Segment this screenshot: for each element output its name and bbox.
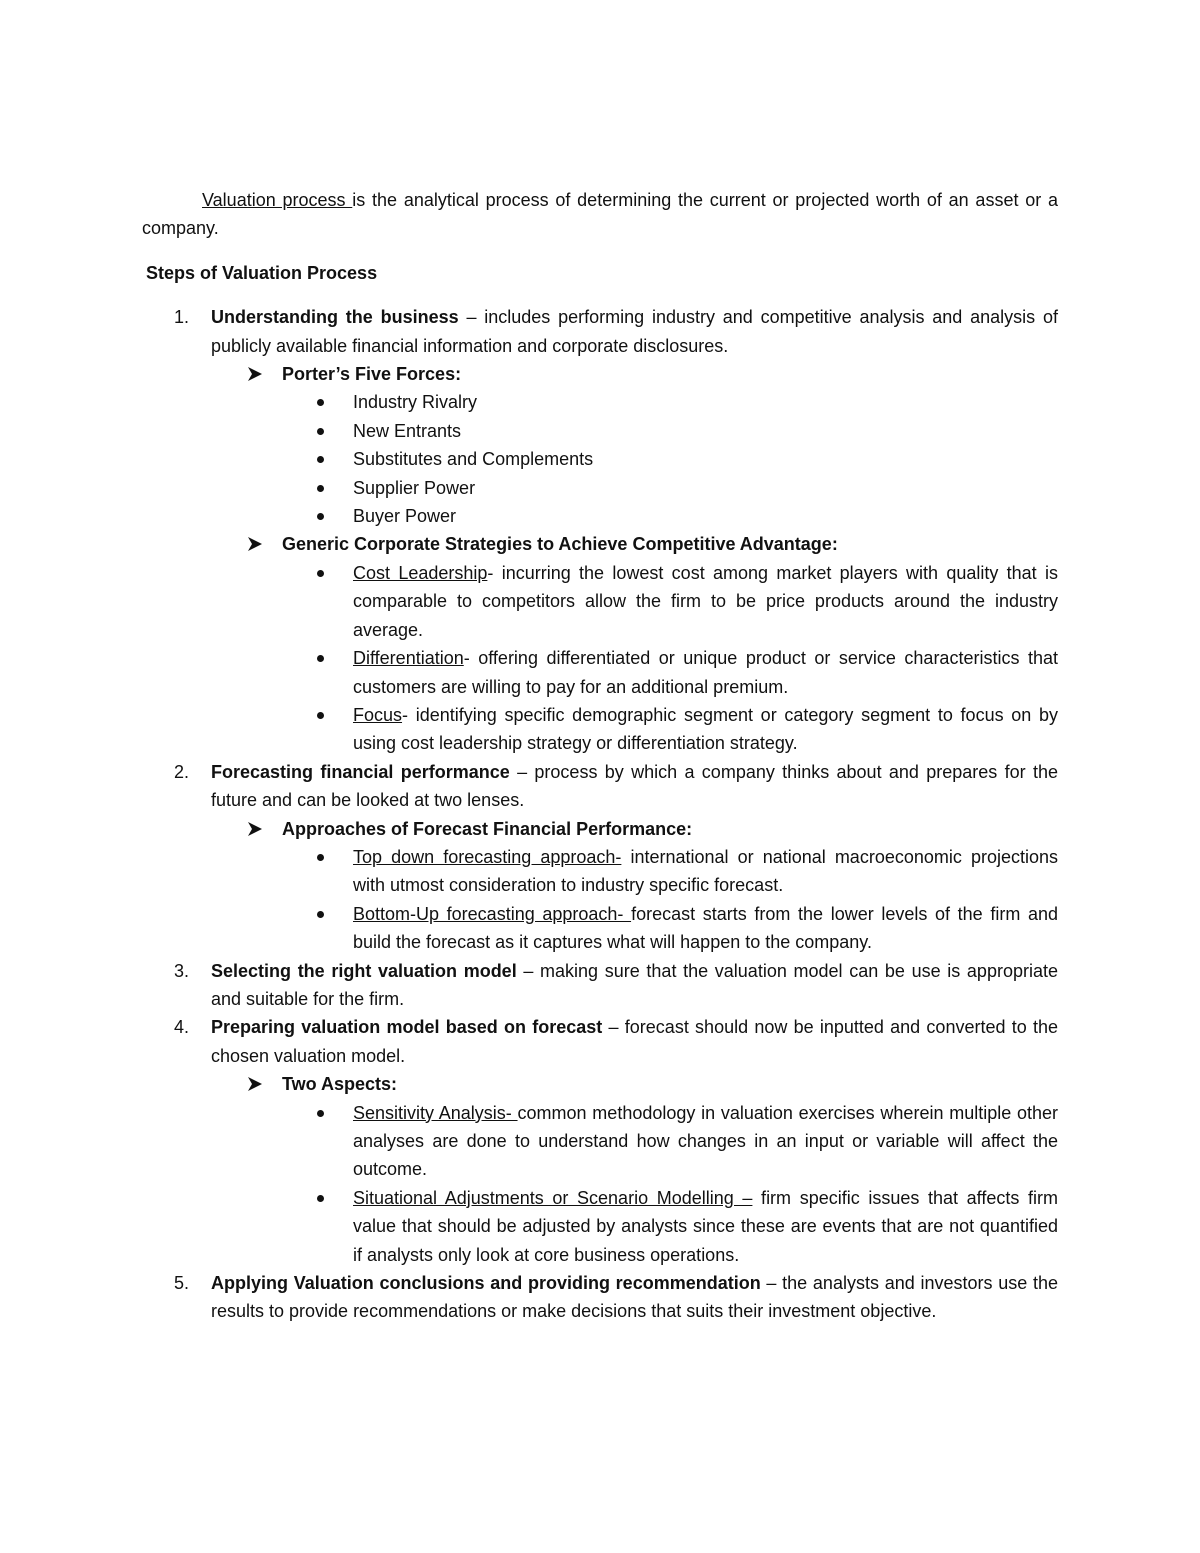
bullet-dot-icon — [317, 428, 324, 435]
bullet-term: Bottom-Up forecasting approach- — [353, 903, 632, 924]
bullet-item — [282, 843, 1058, 900]
bullet-dot-icon — [317, 456, 324, 463]
bullet-list — [282, 388, 1058, 530]
bullet-text: forecast starts from the lower levels of the firm and build the forecast as it captures what will happen to the company. — [353, 903, 1058, 953]
intro-text: is the analytical process of determining the current or projected worth of an asset or a company. — [142, 190, 1058, 239]
step-title: Preparing valuation model based on forecast — [211, 1017, 603, 1038]
sub-list — [211, 1070, 1058, 1269]
bullet-dot-icon — [317, 570, 324, 577]
bullet-list — [282, 559, 1058, 758]
bullet-term: Sensitivity Analysis- — [353, 1102, 518, 1123]
bullet-item — [282, 417, 1058, 445]
bullet-dot-icon — [317, 1110, 324, 1117]
arrowhead-bullet-icon — [247, 366, 263, 382]
step-text — [211, 961, 1058, 1009]
sub-item — [211, 360, 1058, 530]
bullet-item — [282, 502, 1058, 530]
sub-title: Generic Corporate Strategies to Achieve Competitive Advantage: — [282, 534, 838, 555]
bullet-text: - offering differentiated or unique product or service characteristics that customers are willing to pay for an additional premium. — [353, 648, 1058, 697]
step-text — [211, 307, 1058, 355]
arrowhead-bullet-icon — [247, 1076, 263, 1092]
step-description: – making sure that the valuation model can be use is appropriate and suitable for the firm. — [211, 960, 1058, 1009]
bullet-term: Cost Leadership — [353, 562, 488, 583]
bullet-item — [282, 445, 1058, 473]
bullet-dot-icon — [317, 911, 324, 918]
bullet-text: firm specific issues that affects firm value that should be adjusted by analysts since these are events that are not quantified if analysts only look at core business operations. — [353, 1187, 1059, 1265]
bullet-text: New Entrants — [353, 420, 462, 441]
bullet-dot-icon — [317, 854, 324, 861]
bullet-text: Buyer Power — [353, 506, 457, 527]
step-title: Selecting the right valuation model — [211, 960, 517, 981]
document-body — [142, 186, 1058, 1326]
bullet-text: Substitutes and Complements — [353, 449, 594, 470]
step-item — [142, 957, 1058, 1014]
bullet-text: - incurring the lowest cost among market players with quality that is comparable to competitors allow the firm to be price products around the industry average. — [353, 562, 1058, 640]
bullet-item — [282, 644, 1058, 701]
step-number: 4. — [174, 1017, 190, 1038]
steps-heading: Steps of Valuation Process — [146, 262, 378, 283]
bullet-dot-icon — [317, 399, 324, 406]
step-description: – includes performing industry and competitive analysis and analysis of publicly available financial information and corporate disclosures. — [211, 307, 1058, 356]
bullet-list — [282, 1099, 1058, 1269]
step-text — [211, 762, 1058, 810]
sub-item — [211, 530, 1058, 757]
bullet-text: common methodology in valuation exercises wherein multiple other analyses are done to understand how changes in an input or variable will affect the outcome. — [353, 1102, 1058, 1180]
bullet-item — [282, 1184, 1058, 1269]
bullet-term: Situational Adjustments or Scenario Modelling – — [353, 1187, 753, 1208]
bullet-item — [282, 701, 1058, 758]
step-description: – the analysts and investors use the results to provide recommendations or make decisions that suits their investment objective. — [211, 1273, 1058, 1322]
bullet-dot-icon — [317, 485, 324, 492]
arrowhead-bullet-icon — [247, 536, 263, 552]
step-title: Applying Valuation conclusions and providing recommendation — [211, 1273, 761, 1294]
intro-paragraph — [142, 186, 1058, 243]
bullet-term: Top down forecasting approach- — [353, 846, 622, 867]
bullet-text: international or national macroeconomic projections with utmost consideration to industry specific forecast. — [353, 846, 1058, 896]
step-item — [142, 303, 1058, 758]
bullet-item — [282, 388, 1058, 416]
sub-item — [211, 815, 1058, 957]
step-number: 1. — [174, 307, 190, 328]
bullet-item — [282, 474, 1058, 502]
bullet-dot-icon — [317, 712, 324, 719]
bullet-text: Supplier Power — [353, 477, 476, 498]
sub-title: Two Aspects: — [282, 1074, 398, 1095]
step-number: 5. — [174, 1273, 190, 1294]
arrowhead-bullet-icon — [247, 821, 263, 837]
sub-list — [211, 815, 1058, 957]
bullet-text: Industry Rivalry — [353, 392, 478, 413]
bullet-text: - identifying specific demographic segment or category segment to focus on by using cost leadership strategy or differentiation strategy. — [353, 704, 1058, 754]
sub-title: Porter’s Five Forces: — [282, 364, 462, 385]
intro-term: Valuation process — [202, 190, 353, 210]
bullet-item — [282, 900, 1058, 957]
step-number: 2. — [174, 761, 190, 782]
bullet-dot-icon — [317, 655, 324, 662]
step-title: Forecasting financial performance — [211, 761, 510, 782]
bullet-dot-icon — [317, 1195, 324, 1202]
bullet-item — [282, 559, 1058, 644]
step-item — [142, 758, 1058, 957]
bullet-list — [282, 843, 1058, 957]
bullet-term: Differentiation — [353, 648, 464, 669]
sub-title: Approaches of Forecast Financial Performance: — [282, 818, 693, 839]
step-item — [142, 1269, 1058, 1326]
step-item — [142, 1013, 1058, 1269]
step-title: Understanding the business — [211, 307, 459, 328]
bullet-term: Focus — [353, 704, 403, 725]
step-description: – forecast should now be inputted and converted to the chosen valuation model. — [211, 1017, 1058, 1066]
steps-list — [142, 303, 1058, 1326]
sub-item — [211, 1070, 1058, 1269]
step-number: 3. — [174, 960, 190, 981]
bullet-dot-icon — [317, 513, 324, 520]
step-text — [211, 1017, 1058, 1065]
sub-list — [211, 360, 1058, 758]
step-description: – process by which a company thinks about and prepares for the future and can be looked at two lenses. — [211, 761, 1058, 811]
bullet-item — [282, 1099, 1058, 1184]
step-text — [211, 1273, 1058, 1321]
